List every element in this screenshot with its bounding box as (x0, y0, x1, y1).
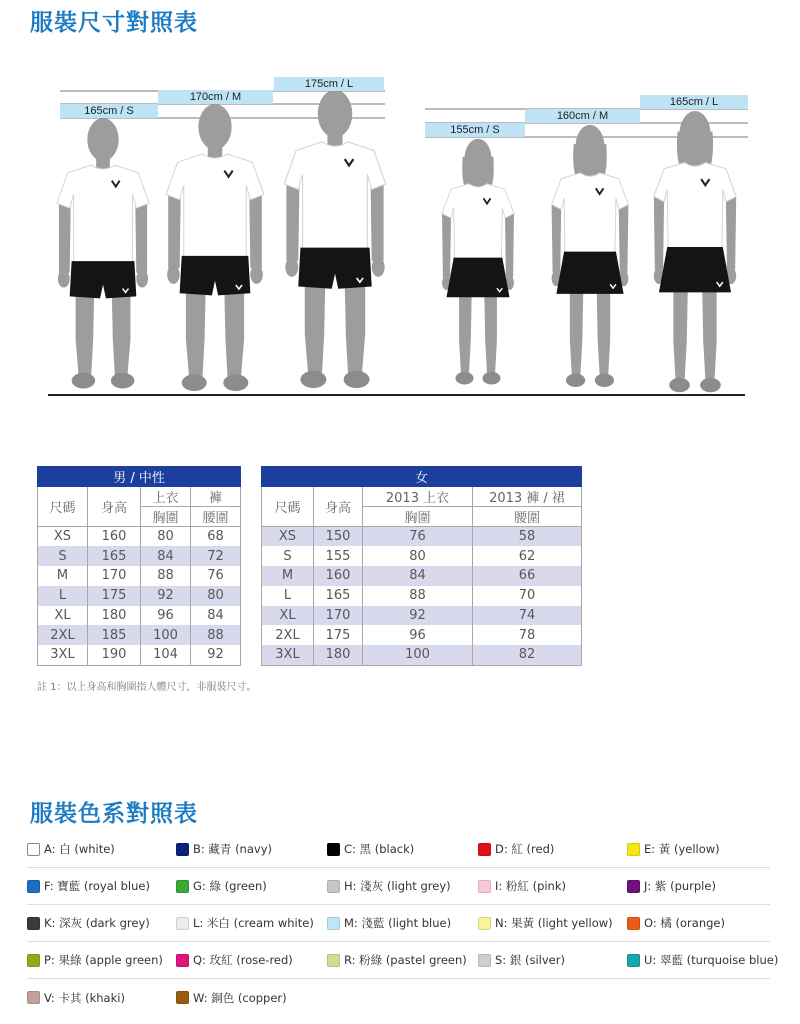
footnote: 註 1：以上身高和胸圍指人體尺寸，非服裝尺寸。 (37, 682, 257, 693)
girl-figure-s (442, 139, 514, 385)
color-label: A: 白 (white) (44, 842, 115, 856)
color-swatch (176, 954, 189, 967)
waist-cell: 66 (473, 566, 582, 586)
color-option-j (627, 878, 770, 894)
height-cell: 160 (314, 566, 363, 586)
chest-cell: 76 (363, 527, 473, 547)
color-option-f (27, 878, 176, 894)
size-cell: L (38, 586, 88, 606)
boy-figure-m (166, 104, 264, 391)
color-option-k (27, 915, 176, 931)
table-row (262, 546, 582, 566)
color-swatch (176, 843, 189, 856)
table-row (38, 546, 241, 566)
chest-cell: 100 (141, 625, 191, 645)
waist-cell: 74 (473, 606, 582, 626)
waist-cell: 62 (473, 546, 582, 566)
size-cell: 3XL (38, 645, 88, 665)
height-cell: 165 (88, 546, 141, 566)
color-swatch (478, 954, 491, 967)
color-swatch (627, 954, 640, 967)
color-swatch (27, 843, 40, 856)
chest-cell: 80 (363, 546, 473, 566)
table-title: 男 / 中性 (38, 467, 241, 487)
table-row (38, 625, 241, 645)
waist-cell: 82 (473, 645, 582, 665)
chest-cell: 92 (363, 606, 473, 626)
waist-cell: 88 (191, 625, 241, 645)
color-option-s (478, 952, 627, 968)
color-option-w (176, 990, 327, 1006)
color-option-d (478, 841, 627, 857)
table-row (262, 625, 582, 645)
size-header: 尺碼 (38, 487, 88, 527)
color-row (27, 868, 770, 905)
table-row (262, 566, 582, 586)
height-cell: 175 (88, 586, 141, 606)
table-row (262, 527, 582, 547)
chest-cell: 80 (141, 527, 191, 547)
size-cell: XS (38, 527, 88, 547)
height-cell: 165 (314, 586, 363, 606)
color-swatch (627, 880, 640, 893)
height-cell: 185 (88, 625, 141, 645)
table-row (38, 527, 241, 547)
color-label: M: 淺藍 (light blue) (344, 916, 452, 930)
color-option-o (627, 915, 770, 931)
color-swatch (176, 917, 189, 930)
color-swatch (478, 843, 491, 856)
table-row (38, 566, 241, 586)
girl-figure-m (552, 125, 629, 387)
chest-cell: 100 (363, 645, 473, 665)
waist-cell: 58 (473, 527, 582, 547)
waist-cell: 78 (473, 625, 582, 645)
table-row (38, 586, 241, 606)
color-option-p (27, 952, 176, 968)
chest-header: 胸圍 (363, 507, 473, 527)
color-label: V: 卡其 (khaki) (44, 990, 125, 1005)
color-label: G: 綠 (green) (193, 879, 267, 893)
chest-cell: 88 (363, 586, 473, 606)
color-label: I: 粉紅 (pink) (495, 879, 566, 893)
height-header: 身高 (88, 487, 141, 527)
color-swatch (327, 917, 340, 930)
color-label: O: 橘 (orange) (644, 916, 725, 930)
height-header: 身高 (314, 487, 363, 527)
table-row (262, 645, 582, 665)
color-label: K: 深灰 (dark grey) (44, 916, 150, 930)
size-cell: 2XL (38, 625, 88, 645)
color-label: Q: 玫紅 (rose-red) (193, 953, 293, 967)
color-option-n (478, 915, 627, 931)
color-label: P: 果綠 (apple green) (44, 953, 163, 967)
size-cell: L (262, 586, 314, 606)
color-swatch (327, 880, 340, 893)
chest-cell: 96 (141, 606, 191, 626)
table-row (262, 606, 582, 626)
height-cell: 155 (314, 546, 363, 566)
girl-figure-l (654, 111, 736, 392)
height-cell: 160 (88, 527, 141, 547)
table-row (38, 645, 241, 665)
height-cell: 190 (88, 645, 141, 665)
waist-cell: 68 (191, 527, 241, 547)
color-label: N: 果黃 (light yellow) (495, 916, 613, 930)
waist-header: 腰圍 (191, 507, 241, 527)
color-chart-title: 服裝色系對照表 (30, 801, 198, 827)
waist-cell: 70 (473, 586, 582, 606)
color-option-e (627, 841, 770, 857)
color-row (27, 942, 779, 979)
color-label: E: 黃 (yellow) (644, 842, 720, 856)
height-label-female-s: 155cm / S (425, 123, 525, 137)
top-header: 上衣 (141, 487, 191, 507)
height-label-male-l: 175cm / L (274, 77, 384, 91)
table-row (38, 606, 241, 626)
color-option-l (176, 915, 327, 931)
height-cell: 175 (314, 625, 363, 645)
color-swatch (327, 843, 340, 856)
chest-cell: 92 (141, 586, 191, 606)
color-swatch (176, 991, 189, 1004)
color-option-c (327, 841, 478, 857)
size-cell: XS (262, 527, 314, 547)
color-swatch (27, 880, 40, 893)
waist-cell: 76 (191, 566, 241, 586)
table-title-row (38, 467, 241, 487)
color-label: D: 紅 (red) (495, 842, 555, 856)
color-option-a (27, 841, 176, 857)
size-cell: XL (262, 606, 314, 626)
color-option-m (327, 915, 478, 931)
color-list (27, 831, 779, 1016)
color-label: F: 寶藍 (royal blue) (44, 879, 150, 893)
table-row (262, 586, 582, 606)
color-option-g (176, 878, 327, 894)
table-header-row (262, 487, 582, 507)
color-swatch (27, 991, 40, 1004)
table-title-row (262, 467, 582, 487)
color-swatch (627, 917, 640, 930)
color-label: B: 藏青 (navy) (193, 842, 272, 856)
height-label-male-s: 165cm / S (60, 104, 158, 118)
chest-header: 胸圍 (141, 507, 191, 527)
color-option-b (176, 841, 327, 857)
size-cell: M (38, 566, 88, 586)
height-label-female-l: 165cm / L (640, 95, 748, 109)
waist-cell: 80 (191, 586, 241, 606)
waist-header: 腰圍 (473, 507, 582, 527)
color-label: R: 粉綠 (pastel green) (344, 953, 467, 967)
bottom-header: 2013 褲 / 裙 (473, 487, 582, 507)
height-cell: 180 (88, 606, 141, 626)
boy-figure-l (284, 90, 386, 388)
color-label: U: 翠藍 (turquoise blue) (644, 953, 779, 967)
size-cell: S (38, 546, 88, 566)
table-title: 女 (262, 467, 582, 487)
size-chart-title: 服裝尺寸對照表 (30, 10, 198, 36)
waist-cell: 72 (191, 546, 241, 566)
color-label: S: 銀 (silver) (495, 953, 565, 967)
waist-cell: 84 (191, 606, 241, 626)
women-size-table (261, 466, 582, 666)
color-label: C: 黑 (black) (344, 842, 415, 856)
color-row (27, 831, 770, 868)
color-option-i (478, 878, 627, 894)
color-option-u (627, 952, 778, 968)
size-cell: XL (38, 606, 88, 626)
color-swatch (176, 880, 189, 893)
color-swatch (478, 917, 491, 930)
bottom-header: 褲 (191, 487, 241, 507)
color-swatch (478, 880, 491, 893)
color-label: J: 紫 (purple) (644, 879, 716, 893)
color-row (27, 905, 770, 942)
table-header-row (38, 487, 241, 507)
color-option-r (327, 952, 478, 968)
color-label: L: 米白 (cream white) (193, 916, 314, 930)
size-cell: S (262, 546, 314, 566)
color-swatch (27, 917, 40, 930)
color-option-h (327, 878, 478, 894)
chest-cell: 84 (363, 566, 473, 586)
height-cell: 170 (88, 566, 141, 586)
color-option-q (176, 952, 327, 968)
size-cell: M (262, 566, 314, 586)
height-illustration (0, 0, 800, 410)
height-cell: 180 (314, 645, 363, 665)
height-cell: 170 (314, 606, 363, 626)
size-header: 尺碼 (262, 487, 314, 527)
boy-figure-s (57, 118, 149, 388)
height-label-female-m: 160cm / M (525, 109, 640, 123)
top-header: 2013 上衣 (363, 487, 473, 507)
height-label-male-m: 170cm / M (158, 90, 273, 104)
chest-cell: 84 (141, 546, 191, 566)
chest-cell: 88 (141, 566, 191, 586)
color-swatch (327, 954, 340, 967)
chest-cell: 96 (363, 625, 473, 645)
color-swatch (27, 954, 40, 967)
color-label: H: 淺灰 (light grey) (344, 879, 451, 893)
size-cell: 2XL (262, 625, 314, 645)
color-label: W: 銅色 (copper) (193, 990, 287, 1005)
color-option-v (27, 990, 176, 1006)
waist-cell: 92 (191, 645, 241, 665)
size-cell: 3XL (262, 645, 314, 665)
men-size-table (37, 466, 241, 666)
color-swatch (627, 843, 640, 856)
chest-cell: 104 (141, 645, 191, 665)
height-cell: 150 (314, 527, 363, 547)
color-row (27, 979, 770, 1016)
